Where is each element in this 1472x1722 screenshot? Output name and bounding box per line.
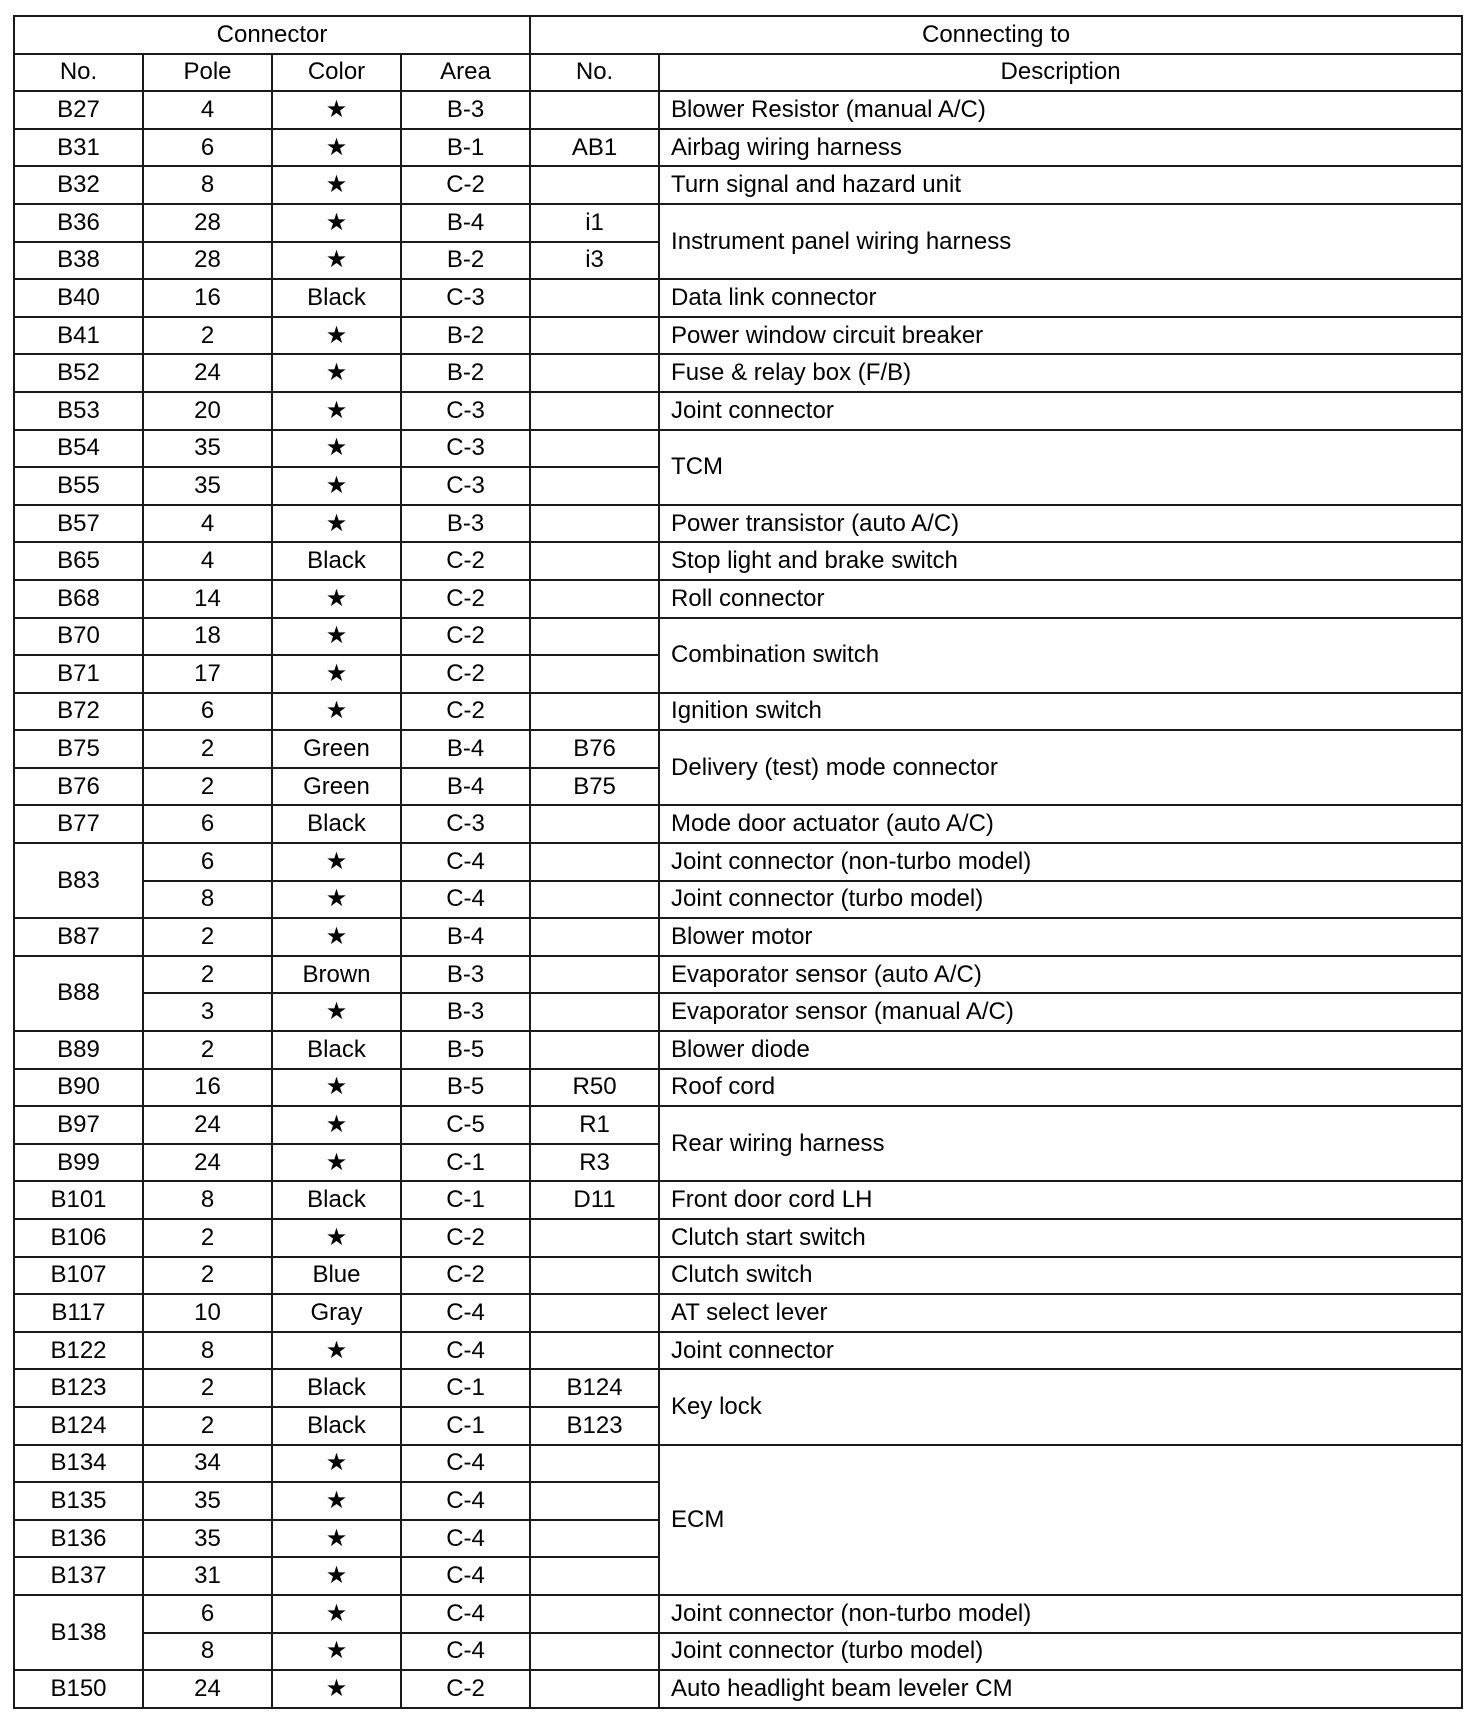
connecting-no-cell bbox=[530, 279, 659, 317]
color-cell: ★ bbox=[272, 693, 401, 731]
color-cell: ★ bbox=[272, 129, 401, 167]
connector-no-cell: B106 bbox=[14, 1219, 143, 1257]
area-cell: C-2 bbox=[401, 1257, 530, 1295]
color-cell: ★ bbox=[272, 1332, 401, 1370]
pole-cell: 2 bbox=[143, 1369, 272, 1407]
connector-no-cell: B54 bbox=[14, 430, 143, 468]
connector-no-cell: B88 bbox=[14, 956, 143, 1031]
table-row bbox=[14, 580, 1462, 618]
description-cell: Clutch start switch bbox=[659, 1219, 1462, 1257]
color-cell: Black bbox=[272, 1407, 401, 1445]
pole-cell: 24 bbox=[143, 1670, 272, 1708]
connector-table bbox=[13, 15, 1463, 1709]
pole-cell: 35 bbox=[143, 430, 272, 468]
color-cell: ★ bbox=[272, 993, 401, 1031]
color-cell: Green bbox=[272, 768, 401, 806]
color-cell: ★ bbox=[272, 1595, 401, 1633]
pole-cell: 16 bbox=[143, 279, 272, 317]
pole-cell: 35 bbox=[143, 1520, 272, 1558]
area-cell: C-3 bbox=[401, 279, 530, 317]
color-cell: ★ bbox=[272, 1144, 401, 1182]
connector-no-cell: B71 bbox=[14, 655, 143, 693]
description-cell: TCM bbox=[659, 430, 1462, 505]
description-cell: Roof cord bbox=[659, 1069, 1462, 1107]
connecting-no-cell bbox=[530, 1332, 659, 1370]
color-cell: ★ bbox=[272, 317, 401, 355]
connector-no-cell: B136 bbox=[14, 1520, 143, 1558]
connecting-no-cell bbox=[530, 467, 659, 505]
connecting-no-cell: B75 bbox=[530, 768, 659, 806]
table-row bbox=[14, 354, 1462, 392]
connecting-no-cell bbox=[530, 1670, 659, 1708]
table-row bbox=[14, 1595, 1462, 1633]
color-cell: ★ bbox=[272, 1633, 401, 1671]
description-cell: Mode door actuator (auto A/C) bbox=[659, 805, 1462, 843]
pole-cell: 16 bbox=[143, 1069, 272, 1107]
connector-no-cell: B70 bbox=[14, 618, 143, 656]
pole-cell: 4 bbox=[143, 505, 272, 543]
pole-cell: 24 bbox=[143, 1106, 272, 1144]
connector-no-cell: B138 bbox=[14, 1595, 143, 1670]
connecting-no-cell bbox=[530, 693, 659, 731]
table-row bbox=[14, 993, 1462, 1031]
connecting-no-cell bbox=[530, 881, 659, 919]
pole-cell: 31 bbox=[143, 1557, 272, 1595]
pole-cell: 20 bbox=[143, 392, 272, 430]
pole-cell: 6 bbox=[143, 805, 272, 843]
connector-no-cell: B41 bbox=[14, 317, 143, 355]
connector-group-header: Connector bbox=[14, 16, 530, 54]
header-group-row bbox=[14, 16, 1462, 54]
area-cell: B-1 bbox=[401, 129, 530, 167]
connector-no-cell: B117 bbox=[14, 1294, 143, 1332]
pole-cell: 6 bbox=[143, 1595, 272, 1633]
connecting-no-cell bbox=[530, 505, 659, 543]
area-cell: C-2 bbox=[401, 618, 530, 656]
connecting-no-cell: B124 bbox=[530, 1369, 659, 1407]
description-cell: Joint connector bbox=[659, 392, 1462, 430]
table-row bbox=[14, 1031, 1462, 1069]
connecting-no-cell: D11 bbox=[530, 1181, 659, 1219]
color-cell: Black bbox=[272, 1369, 401, 1407]
pole-cell: 2 bbox=[143, 918, 272, 956]
color-cell: ★ bbox=[272, 1069, 401, 1107]
table-row bbox=[14, 956, 1462, 994]
description-cell: Rear wiring harness bbox=[659, 1106, 1462, 1181]
table-row bbox=[14, 204, 1462, 242]
color-cell: ★ bbox=[272, 1670, 401, 1708]
connecting-no-cell bbox=[530, 1219, 659, 1257]
area-cell: C-5 bbox=[401, 1106, 530, 1144]
pole-cell: 2 bbox=[143, 1257, 272, 1295]
color-cell: ★ bbox=[272, 354, 401, 392]
area-cell: B-4 bbox=[401, 918, 530, 956]
table-row bbox=[14, 1069, 1462, 1107]
area-cell: C-4 bbox=[401, 1520, 530, 1558]
pole-cell: 17 bbox=[143, 655, 272, 693]
pole-cell: 2 bbox=[143, 317, 272, 355]
pole-cell: 6 bbox=[143, 129, 272, 167]
table-row bbox=[14, 1106, 1462, 1144]
connecting-no-cell bbox=[530, 1445, 659, 1483]
connector-no-cell: B57 bbox=[14, 505, 143, 543]
area-cell: C-2 bbox=[401, 542, 530, 580]
pole-cell: 4 bbox=[143, 91, 272, 129]
area-cell: C-4 bbox=[401, 1633, 530, 1671]
area-cell: B-3 bbox=[401, 505, 530, 543]
color-cell: ★ bbox=[272, 467, 401, 505]
color-cell: ★ bbox=[272, 1482, 401, 1520]
color-cell: ★ bbox=[272, 1557, 401, 1595]
connector-no-cell: B89 bbox=[14, 1031, 143, 1069]
connecting-no-cell bbox=[530, 655, 659, 693]
color-cell: ★ bbox=[272, 1520, 401, 1558]
connecting-no-cell bbox=[530, 317, 659, 355]
description-cell: Ignition switch bbox=[659, 693, 1462, 731]
connector-no-cell: B134 bbox=[14, 1445, 143, 1483]
connecting-no-cell: R50 bbox=[530, 1069, 659, 1107]
description-cell: Power window circuit breaker bbox=[659, 317, 1462, 355]
connecting-no-cell bbox=[530, 1595, 659, 1633]
connecting-no-cell bbox=[530, 1257, 659, 1295]
description-cell: Turn signal and hazard unit bbox=[659, 166, 1462, 204]
header-column-row bbox=[14, 54, 1462, 92]
pole-cell: 6 bbox=[143, 843, 272, 881]
connecting-no-cell: AB1 bbox=[530, 129, 659, 167]
table-row bbox=[14, 618, 1462, 656]
description-cell: Clutch switch bbox=[659, 1257, 1462, 1295]
connector-no-cell: B122 bbox=[14, 1332, 143, 1370]
area-cell: C-4 bbox=[401, 1595, 530, 1633]
pole-cell: 6 bbox=[143, 693, 272, 731]
table-row bbox=[14, 1670, 1462, 1708]
connector-no-cell: B123 bbox=[14, 1369, 143, 1407]
area-cell: C-3 bbox=[401, 805, 530, 843]
color-cell: Black bbox=[272, 279, 401, 317]
description-cell: Data link connector bbox=[659, 279, 1462, 317]
table-row bbox=[14, 430, 1462, 468]
connecting-no-cell bbox=[530, 354, 659, 392]
table-row bbox=[14, 505, 1462, 543]
table-row bbox=[14, 1219, 1462, 1257]
table-row bbox=[14, 1294, 1462, 1332]
connecting-no-cell bbox=[530, 166, 659, 204]
description-cell: Fuse & relay box (F/B) bbox=[659, 354, 1462, 392]
area-cell: C-4 bbox=[401, 881, 530, 919]
pole-cell: 8 bbox=[143, 881, 272, 919]
connecting-no-cell bbox=[530, 956, 659, 994]
color-cell: Black bbox=[272, 805, 401, 843]
pole-cell: 2 bbox=[143, 768, 272, 806]
connector-no-cell: B75 bbox=[14, 730, 143, 768]
area-cell: C-1 bbox=[401, 1369, 530, 1407]
pole-cell: 10 bbox=[143, 1294, 272, 1332]
table-row bbox=[14, 1181, 1462, 1219]
connecting-no-cell bbox=[530, 993, 659, 1031]
area-cell: C-2 bbox=[401, 166, 530, 204]
connecting-no-cell bbox=[530, 1482, 659, 1520]
description-cell: Evaporator sensor (auto A/C) bbox=[659, 956, 1462, 994]
area-cell: C-1 bbox=[401, 1181, 530, 1219]
connector-no-cell: B72 bbox=[14, 693, 143, 731]
connector-no-cell: B32 bbox=[14, 166, 143, 204]
connector-no-cell: B68 bbox=[14, 580, 143, 618]
color-cell: ★ bbox=[272, 1219, 401, 1257]
connecting-no-cell bbox=[530, 1031, 659, 1069]
area-cell: C-3 bbox=[401, 467, 530, 505]
connector-no-cell: B40 bbox=[14, 279, 143, 317]
table-body bbox=[14, 91, 1462, 1708]
color-cell: ★ bbox=[272, 166, 401, 204]
color-cell: ★ bbox=[272, 1106, 401, 1144]
connector-no-cell: B87 bbox=[14, 918, 143, 956]
pole-column-header: Pole bbox=[143, 54, 272, 92]
table-row bbox=[14, 1332, 1462, 1370]
connecting-no-cell bbox=[530, 918, 659, 956]
connecting-no-cell bbox=[530, 843, 659, 881]
pole-cell: 24 bbox=[143, 1144, 272, 1182]
description-cell: Joint connector (turbo model) bbox=[659, 881, 1462, 919]
area-cell: C-2 bbox=[401, 1670, 530, 1708]
connecting-no-cell: R3 bbox=[530, 1144, 659, 1182]
area-cell: C-2 bbox=[401, 693, 530, 731]
area-cell: B-2 bbox=[401, 354, 530, 392]
pole-cell: 2 bbox=[143, 1219, 272, 1257]
area-cell: B-3 bbox=[401, 993, 530, 1031]
connecting-no-cell: R1 bbox=[530, 1106, 659, 1144]
table-row bbox=[14, 881, 1462, 919]
pole-cell: 18 bbox=[143, 618, 272, 656]
connecting-no-cell bbox=[530, 1633, 659, 1671]
color-column-header: Color bbox=[272, 54, 401, 92]
area-cell: C-4 bbox=[401, 843, 530, 881]
connector-no-cell: B38 bbox=[14, 242, 143, 280]
color-cell: ★ bbox=[272, 392, 401, 430]
description-cell: Airbag wiring harness bbox=[659, 129, 1462, 167]
connecting-no-cell: i1 bbox=[530, 204, 659, 242]
connecting-no-cell: B76 bbox=[530, 730, 659, 768]
description-cell: Joint connector (turbo model) bbox=[659, 1633, 1462, 1671]
connector-no-cell: B31 bbox=[14, 129, 143, 167]
table-row bbox=[14, 542, 1462, 580]
table-row bbox=[14, 317, 1462, 355]
connecting-no-cell bbox=[530, 542, 659, 580]
connector-no-cell: B83 bbox=[14, 843, 143, 918]
pole-cell: 14 bbox=[143, 580, 272, 618]
connector-no-cell: B101 bbox=[14, 1181, 143, 1219]
connector-no-cell: B53 bbox=[14, 392, 143, 430]
description-column-header: Description bbox=[659, 54, 1462, 92]
connecting-no-cell bbox=[530, 430, 659, 468]
pole-cell: 35 bbox=[143, 1482, 272, 1520]
table-row bbox=[14, 843, 1462, 881]
color-cell: Blue bbox=[272, 1257, 401, 1295]
connector-no-cell: B52 bbox=[14, 354, 143, 392]
description-cell: Front door cord LH bbox=[659, 1181, 1462, 1219]
table-row bbox=[14, 392, 1462, 430]
to-no-column-header: No. bbox=[530, 54, 659, 92]
area-cell: C-4 bbox=[401, 1445, 530, 1483]
area-cell: C-2 bbox=[401, 655, 530, 693]
connecting-no-cell bbox=[530, 91, 659, 129]
pole-cell: 28 bbox=[143, 204, 272, 242]
pole-cell: 28 bbox=[143, 242, 272, 280]
color-cell: ★ bbox=[272, 204, 401, 242]
color-cell: Black bbox=[272, 542, 401, 580]
connector-no-cell: B36 bbox=[14, 204, 143, 242]
connecting-no-cell bbox=[530, 618, 659, 656]
connector-no-cell: B124 bbox=[14, 1407, 143, 1445]
pole-cell: 8 bbox=[143, 1181, 272, 1219]
pole-cell: 34 bbox=[143, 1445, 272, 1483]
area-cell: C-4 bbox=[401, 1332, 530, 1370]
area-cell: C-2 bbox=[401, 580, 530, 618]
pole-cell: 2 bbox=[143, 730, 272, 768]
pole-cell: 24 bbox=[143, 354, 272, 392]
color-cell: ★ bbox=[272, 242, 401, 280]
pole-cell: 8 bbox=[143, 166, 272, 204]
description-cell: Delivery (test) mode connector bbox=[659, 730, 1462, 805]
area-cell: B-3 bbox=[401, 91, 530, 129]
table-row bbox=[14, 1633, 1462, 1671]
area-cell: C-2 bbox=[401, 1219, 530, 1257]
color-cell: ★ bbox=[272, 1445, 401, 1483]
color-cell: Gray bbox=[272, 1294, 401, 1332]
table-row bbox=[14, 805, 1462, 843]
connector-no-cell: B55 bbox=[14, 467, 143, 505]
description-cell: Roll connector bbox=[659, 580, 1462, 618]
connecting-no-cell bbox=[530, 580, 659, 618]
connecting-no-cell bbox=[530, 805, 659, 843]
color-cell: ★ bbox=[272, 580, 401, 618]
area-column-header: Area bbox=[401, 54, 530, 92]
area-cell: B-4 bbox=[401, 768, 530, 806]
description-cell: Stop light and brake switch bbox=[659, 542, 1462, 580]
pole-cell: 2 bbox=[143, 1407, 272, 1445]
no-column-header: No. bbox=[14, 54, 143, 92]
description-cell: Evaporator sensor (manual A/C) bbox=[659, 993, 1462, 1031]
color-cell: Black bbox=[272, 1181, 401, 1219]
description-cell: Blower motor bbox=[659, 918, 1462, 956]
description-cell: Joint connector bbox=[659, 1332, 1462, 1370]
pole-cell: 8 bbox=[143, 1633, 272, 1671]
color-cell: ★ bbox=[272, 618, 401, 656]
description-cell: Auto headlight beam leveler CM bbox=[659, 1670, 1462, 1708]
table-header bbox=[14, 16, 1462, 91]
connector-no-cell: B90 bbox=[14, 1069, 143, 1107]
area-cell: B-2 bbox=[401, 317, 530, 355]
connecting-no-cell bbox=[530, 1557, 659, 1595]
description-cell: ECM bbox=[659, 1445, 1462, 1595]
area-cell: C-1 bbox=[401, 1407, 530, 1445]
connecting-no-cell bbox=[530, 392, 659, 430]
color-cell: Black bbox=[272, 1031, 401, 1069]
area-cell: C-4 bbox=[401, 1557, 530, 1595]
table-row bbox=[14, 129, 1462, 167]
area-cell: B-5 bbox=[401, 1069, 530, 1107]
color-cell: Brown bbox=[272, 956, 401, 994]
color-cell: ★ bbox=[272, 91, 401, 129]
connector-no-cell: B27 bbox=[14, 91, 143, 129]
area-cell: C-4 bbox=[401, 1294, 530, 1332]
connector-no-cell: B99 bbox=[14, 1144, 143, 1182]
connector-no-cell: B97 bbox=[14, 1106, 143, 1144]
area-cell: B-5 bbox=[401, 1031, 530, 1069]
color-cell: ★ bbox=[272, 505, 401, 543]
table-row bbox=[14, 279, 1462, 317]
table-row bbox=[14, 166, 1462, 204]
color-cell: ★ bbox=[272, 918, 401, 956]
pole-cell: 35 bbox=[143, 467, 272, 505]
pole-cell: 3 bbox=[143, 993, 272, 1031]
pole-cell: 8 bbox=[143, 1332, 272, 1370]
area-cell: B-4 bbox=[401, 204, 530, 242]
connecting-to-group-header: Connecting to bbox=[530, 16, 1462, 54]
description-cell: Key lock bbox=[659, 1369, 1462, 1444]
area-cell: C-3 bbox=[401, 392, 530, 430]
description-cell: AT select lever bbox=[659, 1294, 1462, 1332]
description-cell: Instrument panel wiring harness bbox=[659, 204, 1462, 279]
table-row bbox=[14, 1369, 1462, 1407]
area-cell: C-4 bbox=[401, 1482, 530, 1520]
pole-cell: 2 bbox=[143, 1031, 272, 1069]
color-cell: ★ bbox=[272, 881, 401, 919]
connector-no-cell: B65 bbox=[14, 542, 143, 580]
connector-no-cell: B107 bbox=[14, 1257, 143, 1295]
area-cell: B-4 bbox=[401, 730, 530, 768]
color-cell: ★ bbox=[272, 843, 401, 881]
table-row bbox=[14, 730, 1462, 768]
description-cell: Blower diode bbox=[659, 1031, 1462, 1069]
area-cell: B-3 bbox=[401, 956, 530, 994]
description-cell: Joint connector (non-turbo model) bbox=[659, 1595, 1462, 1633]
connector-no-cell: B150 bbox=[14, 1670, 143, 1708]
description-cell: Blower Resistor (manual A/C) bbox=[659, 91, 1462, 129]
table-row bbox=[14, 91, 1462, 129]
connector-no-cell: B77 bbox=[14, 805, 143, 843]
connecting-no-cell bbox=[530, 1520, 659, 1558]
description-cell: Power transistor (auto A/C) bbox=[659, 505, 1462, 543]
connecting-no-cell bbox=[530, 1294, 659, 1332]
area-cell: B-2 bbox=[401, 242, 530, 280]
pole-cell: 4 bbox=[143, 542, 272, 580]
description-cell: Combination switch bbox=[659, 618, 1462, 693]
connecting-no-cell: B123 bbox=[530, 1407, 659, 1445]
connector-no-cell: B135 bbox=[14, 1482, 143, 1520]
area-cell: C-1 bbox=[401, 1144, 530, 1182]
connecting-no-cell: i3 bbox=[530, 242, 659, 280]
table-row bbox=[14, 918, 1462, 956]
color-cell: Green bbox=[272, 730, 401, 768]
color-cell: ★ bbox=[272, 430, 401, 468]
area-cell: C-3 bbox=[401, 430, 530, 468]
table-row bbox=[14, 1445, 1462, 1483]
connector-no-cell: B76 bbox=[14, 768, 143, 806]
table-row bbox=[14, 1257, 1462, 1295]
table-row bbox=[14, 693, 1462, 731]
connector-no-cell: B137 bbox=[14, 1557, 143, 1595]
color-cell: ★ bbox=[272, 655, 401, 693]
description-cell: Joint connector (non-turbo model) bbox=[659, 843, 1462, 881]
pole-cell: 2 bbox=[143, 956, 272, 994]
